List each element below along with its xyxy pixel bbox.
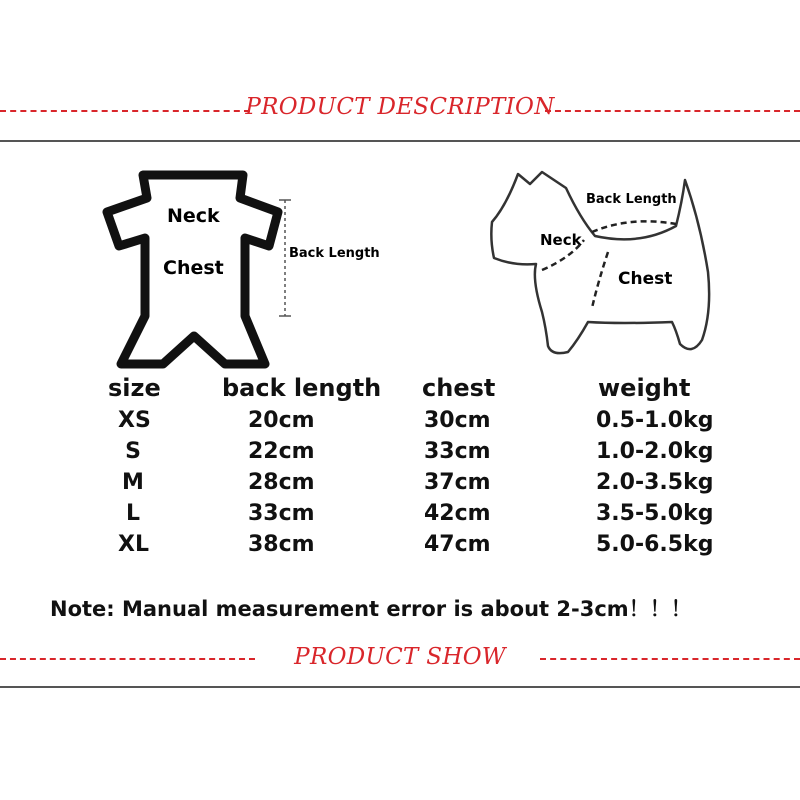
cell-size: M <box>122 470 144 495</box>
cell-size: XS <box>118 408 151 433</box>
product-description-banner <box>0 88 800 148</box>
dog-chest-label: Chest <box>618 269 673 289</box>
table-row <box>0 439 800 470</box>
cell-weight: 1.0-2.0kg <box>596 439 714 464</box>
cell-size: S <box>125 439 141 464</box>
cell-back-length: 22cm <box>248 439 315 464</box>
table-row <box>0 470 800 501</box>
header-chest: chest <box>422 374 496 402</box>
header-size: size <box>108 374 161 402</box>
cell-weight: 0.5-1.0kg <box>596 408 714 433</box>
product-description-title: PRODUCT DESCRIPTION <box>245 94 555 120</box>
size-table <box>0 374 800 563</box>
cell-size: L <box>125 501 141 526</box>
banner-dash-right <box>540 658 800 660</box>
table-row <box>0 532 800 563</box>
cell-chest: 30cm <box>424 408 491 433</box>
cell-chest: 37cm <box>424 470 491 495</box>
banner-divider <box>0 140 800 142</box>
header-back-length: back length <box>222 374 382 402</box>
cell-size: XL <box>118 532 149 557</box>
cell-chest: 33cm <box>424 439 491 464</box>
back-length-dashed-line <box>592 221 676 232</box>
table-row <box>0 408 800 439</box>
cell-chest: 47cm <box>424 532 491 557</box>
cell-back-length: 28cm <box>248 470 315 495</box>
dog-diagram <box>480 162 720 364</box>
table-header <box>0 374 800 408</box>
cell-back-length: 38cm <box>248 532 315 557</box>
banner-divider <box>0 686 800 688</box>
measurement-note: Note: Manual measurement error is about 2-3cm！！！ <box>50 597 692 621</box>
garment-diagram <box>95 168 395 378</box>
dog-neck-label: Neck <box>540 231 582 249</box>
table-row <box>0 501 800 532</box>
cell-weight: 3.5-5.0kg <box>596 501 714 526</box>
dog-back-length-label: Back Length <box>586 192 677 207</box>
garment-neck-label: Neck <box>167 205 220 227</box>
garment-back-length-label: Back Length <box>289 246 380 261</box>
product-show-banner <box>0 642 800 702</box>
garment-chest-label: Chest <box>163 257 224 279</box>
header-weight: weight <box>598 374 691 402</box>
cell-weight: 2.0-3.5kg <box>596 470 714 495</box>
banner-dash-right <box>545 110 800 112</box>
product-show-title: PRODUCT SHOW <box>294 644 506 670</box>
cell-back-length: 20cm <box>248 408 315 433</box>
cell-back-length: 33cm <box>248 501 315 526</box>
cell-chest: 42cm <box>424 501 491 526</box>
cell-weight: 5.0-6.5kg <box>596 532 714 557</box>
